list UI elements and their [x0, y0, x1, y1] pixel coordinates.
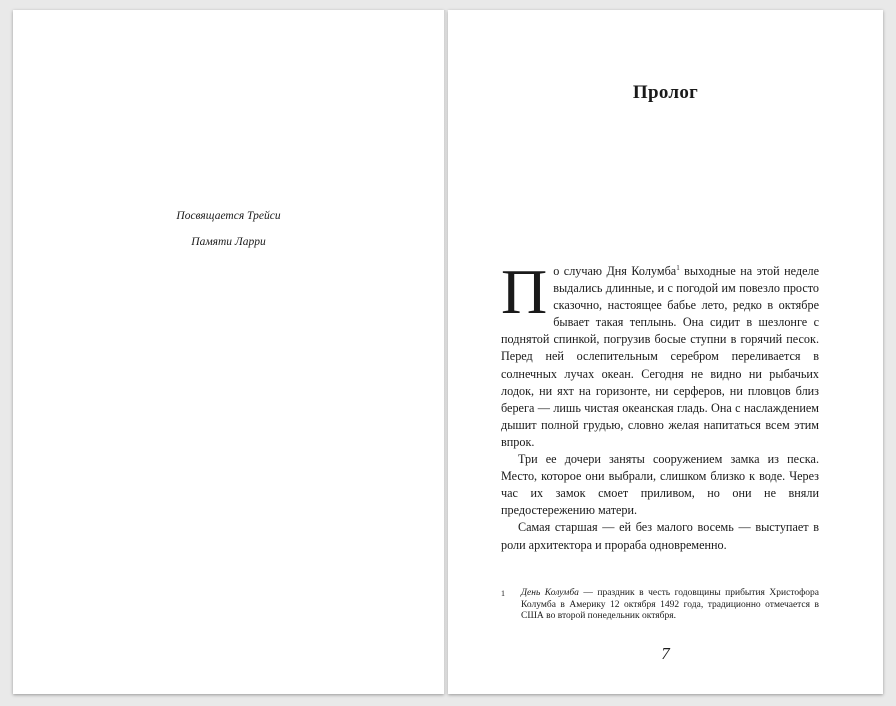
paragraph-1-rest: выходные на этой неделе выдались длинные, и с погодой им повезло просто сказочно, настоящее бабье лето, редко в октябре бывает такая теплынь. Она сидит в шезлонге с поднятой спинкой, погрузив босые ступни в горячий песок. Перед ней ослепительным серебром переливается в солнечных лучах океан. Сегодня не видно ни рыбачьих лодок, ни яхт на горизонте, ни серферов, ни пловцов близ берега — лишь чистая океанская гладь. Она с наслаждением дышит полной грудью, словно желая напитаться всем этим впрок.: [501, 264, 820, 449]
paragraph-1: [501, 256, 820, 451]
body-text: [501, 256, 820, 554]
footnote: [501, 588, 819, 623]
paragraph-3: Самая старшая — ей без малого восемь — выступает в роли архитектора и прораба одновременно.: [501, 520, 819, 552]
chapter-title: Пролог: [632, 82, 699, 103]
dedication-line-2: Памяти Ларри: [191, 236, 266, 248]
left-page: [13, 10, 444, 694]
footnote-body: [521, 588, 819, 623]
footnote-text: — праздник в честь годовщины прибытия Христофора Колумба в Америку 12 октября 1492 года, традиционно отмечается в США во второй понедельник октября.: [521, 588, 819, 622]
right-page: [448, 10, 883, 694]
dedication-line-1: Посвящается Трейси: [176, 210, 281, 222]
page-number: 7: [661, 644, 670, 663]
drop-cap: П: [501, 256, 548, 327]
footnote-reference: 1: [676, 264, 680, 272]
footnote-mark: 1: [501, 589, 505, 598]
paragraph-1-start: о случаю Дня Колумба: [553, 264, 677, 278]
footnote-term: День Колумба: [521, 588, 579, 598]
paragraph-2: Три ее дочери заняты сооружением замка из песка. Место, которое они выбрали, слишком близко к воде. Через час их замок смоет приливом, но они не вняли предостережению матери.: [501, 452, 819, 518]
